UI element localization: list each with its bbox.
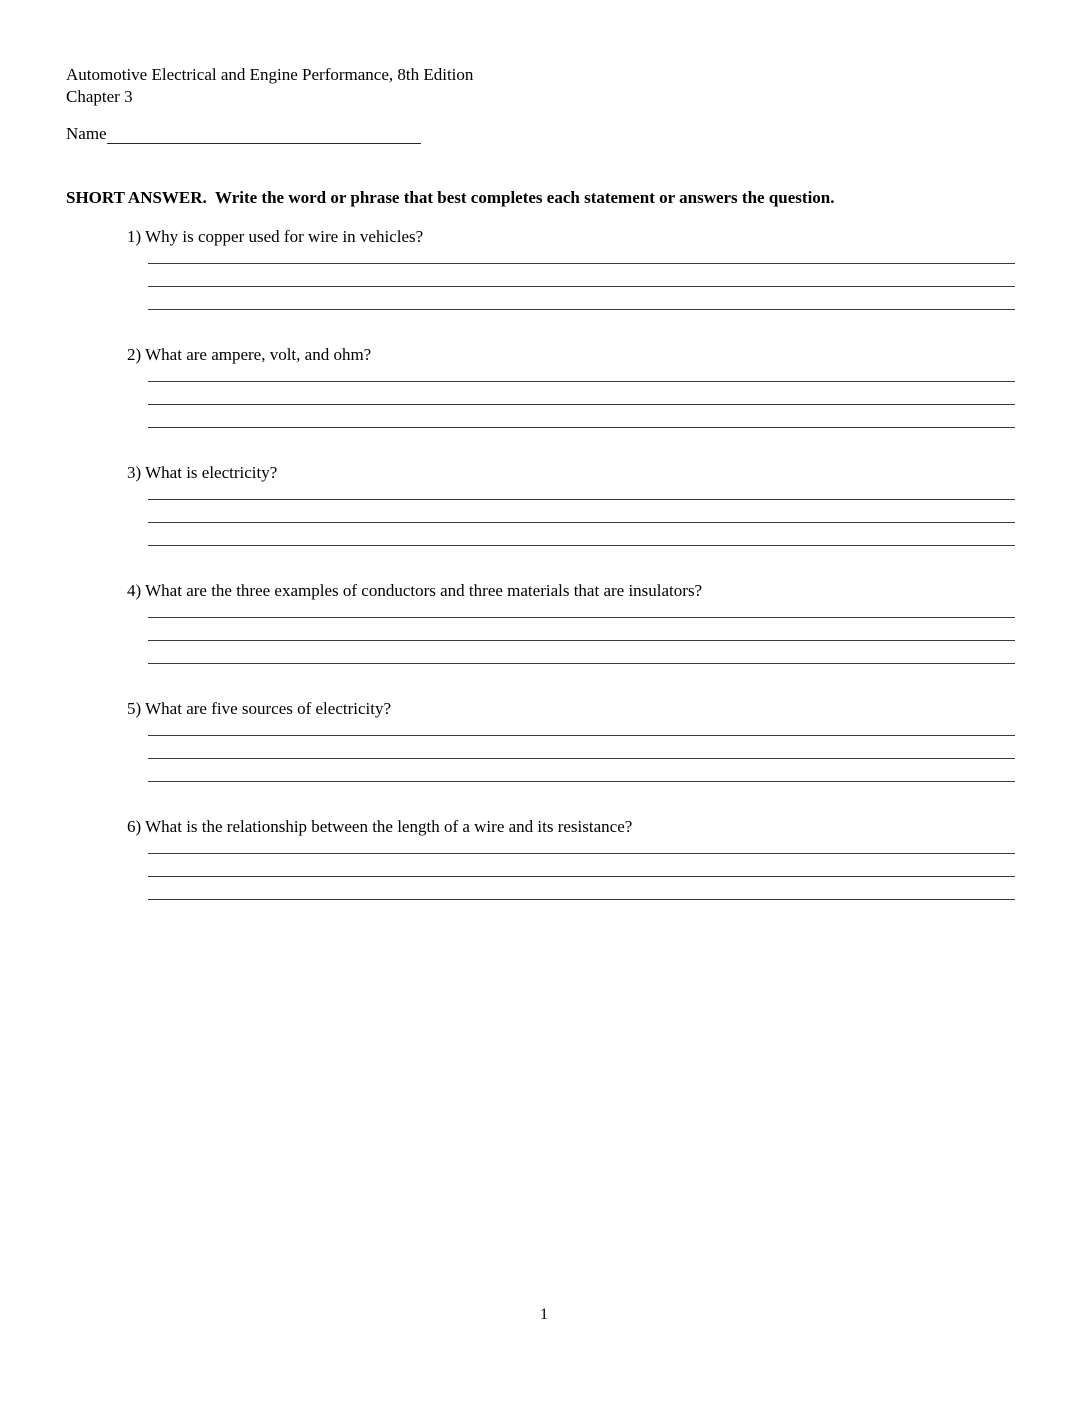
answer-line[interactable] bbox=[148, 247, 1015, 264]
question-body: What are five sources of electricity? bbox=[145, 699, 392, 718]
answer-lines bbox=[148, 601, 1015, 664]
answer-lines bbox=[148, 719, 1015, 782]
book-title: Automotive Electrical and Engine Performance, 8th Edition bbox=[66, 65, 474, 84]
answer-line[interactable] bbox=[148, 854, 1015, 877]
question-text bbox=[127, 345, 1022, 365]
question-body: What is the relationship between the length of a wire and its resistance? bbox=[145, 817, 633, 836]
question-text bbox=[127, 227, 1022, 247]
answer-lines bbox=[148, 483, 1015, 546]
document-header bbox=[66, 64, 1022, 108]
answer-lines bbox=[148, 365, 1015, 428]
answer-lines bbox=[148, 247, 1015, 310]
answer-line[interactable] bbox=[148, 483, 1015, 500]
answer-line[interactable] bbox=[148, 759, 1015, 782]
question-number: 3) bbox=[127, 463, 142, 482]
question-list bbox=[0, 227, 1088, 935]
question-block-5 bbox=[0, 699, 1088, 782]
question-number: 4) bbox=[127, 581, 142, 600]
question-block-4 bbox=[0, 581, 1088, 664]
answer-line[interactable] bbox=[148, 405, 1015, 428]
question-number: 5) bbox=[127, 699, 142, 718]
question-text bbox=[127, 463, 1022, 483]
answer-line[interactable] bbox=[148, 365, 1015, 382]
question-number: 6) bbox=[127, 817, 142, 836]
answer-line[interactable] bbox=[148, 877, 1015, 900]
answer-line[interactable] bbox=[148, 287, 1015, 310]
question-body: What are ampere, volt, and ohm? bbox=[145, 345, 372, 364]
section-title: SHORT ANSWER. bbox=[66, 188, 207, 207]
answer-line[interactable] bbox=[148, 523, 1015, 546]
question-number: 2) bbox=[127, 345, 142, 364]
question-block-3 bbox=[0, 463, 1088, 546]
question-number: 1) bbox=[127, 227, 142, 246]
question-block-1 bbox=[0, 227, 1088, 310]
answer-lines bbox=[148, 837, 1015, 900]
section-instructions bbox=[66, 187, 1022, 209]
answer-line[interactable] bbox=[148, 719, 1015, 736]
name-label: Name bbox=[66, 124, 107, 143]
question-body: What is electricity? bbox=[145, 463, 278, 482]
question-body: Why is copper used for wire in vehicles? bbox=[145, 227, 424, 246]
question-text bbox=[127, 817, 1022, 837]
answer-line[interactable] bbox=[148, 264, 1015, 287]
chapter-label: Chapter 3 bbox=[66, 87, 133, 106]
question-body: What are the three examples of conductors and three materials that are insulators? bbox=[145, 581, 703, 600]
question-text bbox=[127, 581, 1022, 601]
question-text bbox=[127, 699, 1022, 719]
name-blank-line[interactable] bbox=[107, 126, 421, 144]
question-block-2 bbox=[0, 345, 1088, 428]
answer-line[interactable] bbox=[148, 641, 1015, 664]
section-instructions-text: Write the word or phrase that best completes each statement or answers the question. bbox=[215, 188, 835, 207]
question-block-6 bbox=[0, 817, 1088, 900]
answer-line[interactable] bbox=[148, 618, 1015, 641]
page-number: 1 bbox=[540, 1306, 548, 1323]
name-row bbox=[66, 124, 421, 144]
answer-line[interactable] bbox=[148, 500, 1015, 523]
answer-line[interactable] bbox=[148, 382, 1015, 405]
answer-line[interactable] bbox=[148, 837, 1015, 854]
answer-line[interactable] bbox=[148, 736, 1015, 759]
answer-line[interactable] bbox=[148, 601, 1015, 618]
